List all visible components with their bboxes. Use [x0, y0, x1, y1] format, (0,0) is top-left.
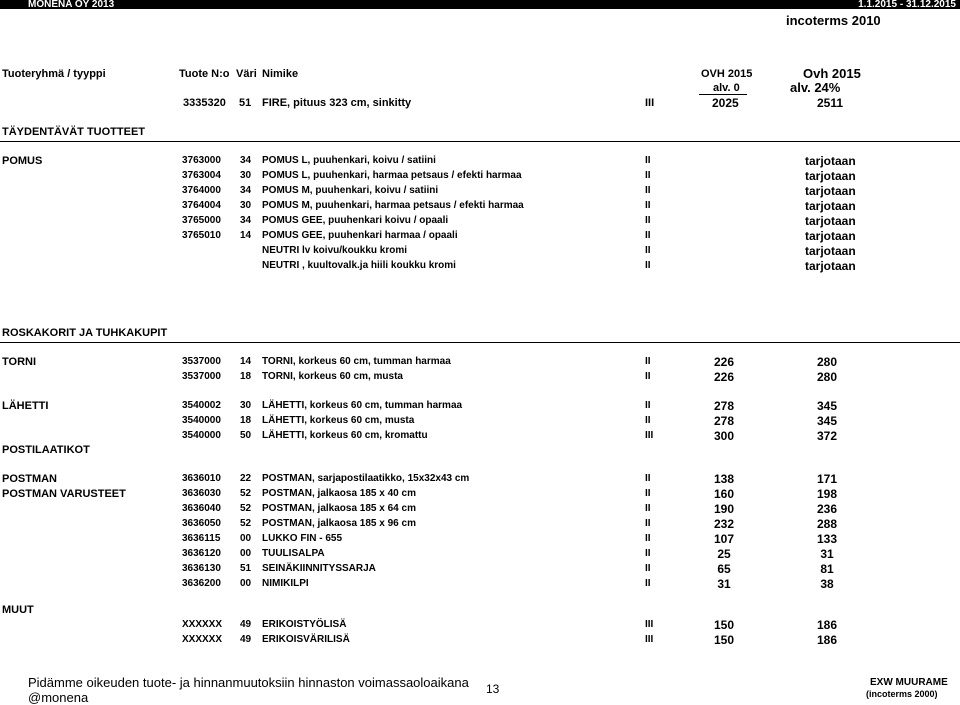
row-name: POSTMAN, jalkaosa 185 x 64 cm: [262, 503, 416, 514]
row-price: tarjotaan: [805, 214, 856, 228]
section-roska-title: ROSKAKORIT JA TUHKAKUPIT: [2, 327, 168, 339]
header-alv0: alv. 0: [713, 82, 740, 94]
row-name: POMUS GEE, puuhenkari koivu / opaali: [262, 215, 449, 226]
row-price-alv0: 190: [713, 502, 735, 516]
row-price-alv24: 81: [820, 562, 834, 576]
row-name: TORNI, korkeus 60 cm, tumman harmaa: [262, 356, 451, 367]
footer-exw: EXW MUURAME: [870, 677, 948, 688]
row-price: tarjotaan: [805, 154, 856, 168]
row-price-alv24: 38: [820, 577, 834, 591]
row-code: 3764004: [182, 200, 221, 211]
row-name: ERIKOISVÄRILISÄ: [262, 634, 350, 645]
row-class: II: [645, 400, 651, 411]
row-code: 3636130: [182, 563, 221, 574]
row-class: II: [645, 356, 651, 367]
row-color: 00: [240, 578, 252, 589]
group-lahetti: LÄHETTI: [2, 400, 49, 412]
row-class: II: [645, 245, 651, 256]
row-price-alv24: 31: [820, 547, 834, 561]
row-color: 52: [240, 488, 252, 499]
row-class: II: [645, 578, 651, 589]
row-code: 3636115: [182, 533, 221, 544]
row-class: III: [645, 619, 654, 630]
row-color: 18: [240, 415, 252, 426]
row-class: II: [645, 473, 651, 484]
row-code: 3540000: [182, 430, 221, 441]
row-price-alv24: 171: [816, 472, 838, 486]
row-name: NIMIKILPI: [262, 578, 309, 589]
row-color: 34: [240, 185, 252, 196]
header-name: Nimike: [262, 68, 299, 80]
row-price-alv24: 280: [816, 355, 838, 369]
row-class: II: [645, 371, 651, 382]
row-price: tarjotaan: [805, 229, 856, 243]
fire-price-alv24: 2511: [817, 96, 844, 110]
row-price-alv24: 186: [816, 618, 838, 632]
row-color: 49: [240, 634, 252, 645]
row-name: LÄHETTI, korkeus 60 cm, musta: [262, 415, 415, 426]
row-price: tarjotaan: [805, 259, 856, 273]
header-underline: [699, 94, 747, 95]
row-class: II: [645, 548, 651, 559]
row-code: 3765010: [182, 230, 221, 241]
row-name: LÄHETTI, korkeus 60 cm, kromattu: [262, 430, 428, 441]
header-code: Tuote N:o: [179, 68, 230, 80]
row-color: 30: [240, 200, 252, 211]
row-color: 14: [240, 230, 252, 241]
footer-notice: Pidämme oikeuden tuote- ja hinnanmuutoksiin hinnaston voimassaoloaikana: [28, 675, 469, 690]
row-class: III: [645, 430, 654, 441]
top-bar: [0, 0, 960, 9]
row-code: 3636030: [182, 488, 221, 499]
row-price-alv0: 31: [717, 577, 731, 591]
company-name: MONENA OY 2013: [28, 0, 115, 10]
row-class: II: [645, 155, 651, 166]
row-name: NEUTRI , kuultovalk.ja hiili koukku kromi: [262, 260, 456, 271]
row-price: tarjotaan: [805, 199, 856, 213]
row-color: 00: [240, 548, 252, 559]
row-price-alv0: 150: [713, 618, 735, 632]
row-name: POMUS L, puuhenkari, harmaa petsaus / efekti harmaa: [262, 170, 522, 181]
row-color: 50: [240, 430, 252, 441]
footer-incoterms: (incoterms 2000): [866, 689, 938, 699]
row-price: tarjotaan: [805, 169, 856, 183]
row-name: POMUS L, puuhenkari, koivu / satiini: [262, 155, 436, 166]
row-color: 49: [240, 619, 252, 630]
row-code: 3765000: [182, 215, 221, 226]
row-name: POMUS M, puuhenkari, koivu / satiini: [262, 185, 439, 196]
row-name: POSTMAN, sarjapostilaatikko, 15x32x43 cm: [262, 473, 470, 484]
page-number: 13: [486, 682, 500, 696]
row-class: II: [645, 215, 651, 226]
row-color: 00: [240, 533, 252, 544]
header-ovh-new: Ovh 2015: [803, 66, 861, 81]
header-alv24: alv. 24%: [790, 80, 841, 95]
fire-price-alv0: 2025: [712, 96, 739, 110]
row-name: LUKKO FIN - 655: [262, 533, 343, 544]
row-name: ERIKOISTYÖLISÄ: [262, 619, 347, 630]
row-color: 34: [240, 155, 252, 166]
row-class: III: [645, 634, 654, 645]
row-price-alv0: 160: [713, 487, 735, 501]
row-name: TORNI, korkeus 60 cm, musta: [262, 371, 403, 382]
header-ovh-old: OVH 2015: [701, 68, 753, 80]
price-period: 1.1.2015 - 31.12.2015: [858, 0, 956, 10]
row-color: 14: [240, 356, 252, 367]
row-code: XXXXXX: [182, 619, 223, 630]
row-code: 3763004: [182, 170, 221, 181]
footer-brand: @monena: [28, 690, 89, 705]
row-price-alv0: 278: [713, 399, 735, 413]
row-price-alv24: 133: [816, 532, 838, 546]
group-postman-varusteet: POSTMAN VARUSTEET: [2, 488, 126, 500]
row-price-alv0: 150: [713, 633, 735, 647]
row-code: 3540000: [182, 415, 221, 426]
row-price-alv24: 345: [816, 414, 838, 428]
row-color: 22: [240, 473, 252, 484]
row-color: 30: [240, 170, 252, 181]
fire-code: 3335320: [183, 97, 226, 109]
row-color: 51: [240, 563, 252, 574]
section-divider: [0, 342, 960, 343]
section-postilaatikot-title: POSTILAATIKOT: [2, 444, 90, 456]
row-code: 3636040: [182, 503, 221, 514]
row-class: II: [645, 200, 651, 211]
row-code: 3636200: [182, 578, 221, 589]
row-name: POSTMAN, jalkaosa 185 x 40 cm: [262, 488, 416, 499]
row-price-alv24: 236: [816, 502, 838, 516]
group-pomus: POMUS: [2, 155, 43, 167]
section-divider: [0, 141, 960, 142]
row-color: 18: [240, 371, 252, 382]
row-price-alv24: 186: [816, 633, 838, 647]
row-price-alv0: 232: [713, 517, 735, 531]
row-code: 3636050: [182, 518, 221, 529]
row-class: II: [645, 415, 651, 426]
row-price-alv0: 300: [713, 429, 735, 443]
row-class: II: [645, 503, 651, 514]
row-class: II: [645, 563, 651, 574]
section-muut-title: MUUT: [2, 604, 34, 616]
incoterms-title: incoterms 2010: [786, 13, 881, 28]
fire-color: 51: [239, 97, 252, 109]
header-group: Tuoteryhmä / tyyppi: [2, 68, 106, 80]
row-price-alv0: 138: [713, 472, 735, 486]
fire-class: III: [645, 97, 655, 109]
row-code: 3763000: [182, 155, 221, 166]
group-torni: TORNI: [2, 356, 37, 368]
row-name: POMUS M, puuhenkari, harmaa petsaus / efekti harmaa: [262, 200, 524, 211]
row-price-alv0: 65: [717, 562, 731, 576]
row-name: SEINÄKIINNITYSSARJA: [262, 563, 376, 574]
row-code: XXXXXX: [182, 634, 223, 645]
row-name: TUULISALPA: [262, 548, 325, 559]
row-class: II: [645, 518, 651, 529]
row-name: POMUS GEE, puuhenkari harmaa / opaali: [262, 230, 458, 241]
row-color: 52: [240, 503, 252, 514]
row-name: LÄHETTI, korkeus 60 cm, tumman harmaa: [262, 400, 463, 411]
row-price: tarjotaan: [805, 184, 856, 198]
row-price-alv24: 372: [816, 429, 838, 443]
section-tayd-title: TÄYDENTÄVÄT TUOTTEET: [2, 126, 145, 138]
row-color: 34: [240, 215, 252, 226]
row-code: 3540002: [182, 400, 221, 411]
row-price: tarjotaan: [805, 244, 856, 258]
row-price-alv0: 107: [713, 532, 735, 546]
header-color: Väri: [236, 68, 257, 80]
row-price-alv24: 288: [816, 517, 838, 531]
row-code: 3537000: [182, 371, 221, 382]
row-code: 3764000: [182, 185, 221, 196]
row-class: II: [645, 488, 651, 499]
row-price-alv24: 280: [816, 370, 838, 384]
row-price-alv0: 226: [713, 355, 735, 369]
row-price-alv0: 278: [713, 414, 735, 428]
row-price-alv24: 345: [816, 399, 838, 413]
row-code: 3537000: [182, 356, 221, 367]
row-name: NEUTRI lv koivu/koukku kromi: [262, 245, 408, 256]
row-class: II: [645, 230, 651, 241]
row-class: II: [645, 185, 651, 196]
row-price-alv24: 198: [816, 487, 838, 501]
row-price-alv0: 226: [713, 370, 735, 384]
group-postman: POSTMAN: [2, 473, 57, 485]
row-code: 3636010: [182, 473, 221, 484]
row-price-alv0: 25: [717, 547, 731, 561]
row-color: 52: [240, 518, 252, 529]
row-code: 3636120: [182, 548, 221, 559]
row-color: 30: [240, 400, 252, 411]
fire-name: FIRE, pituus 323 cm, sinkitty: [262, 97, 412, 109]
row-class: II: [645, 260, 651, 271]
row-class: II: [645, 170, 651, 181]
row-class: II: [645, 533, 651, 544]
row-name: POSTMAN, jalkaosa 185 x 96 cm: [262, 518, 416, 529]
